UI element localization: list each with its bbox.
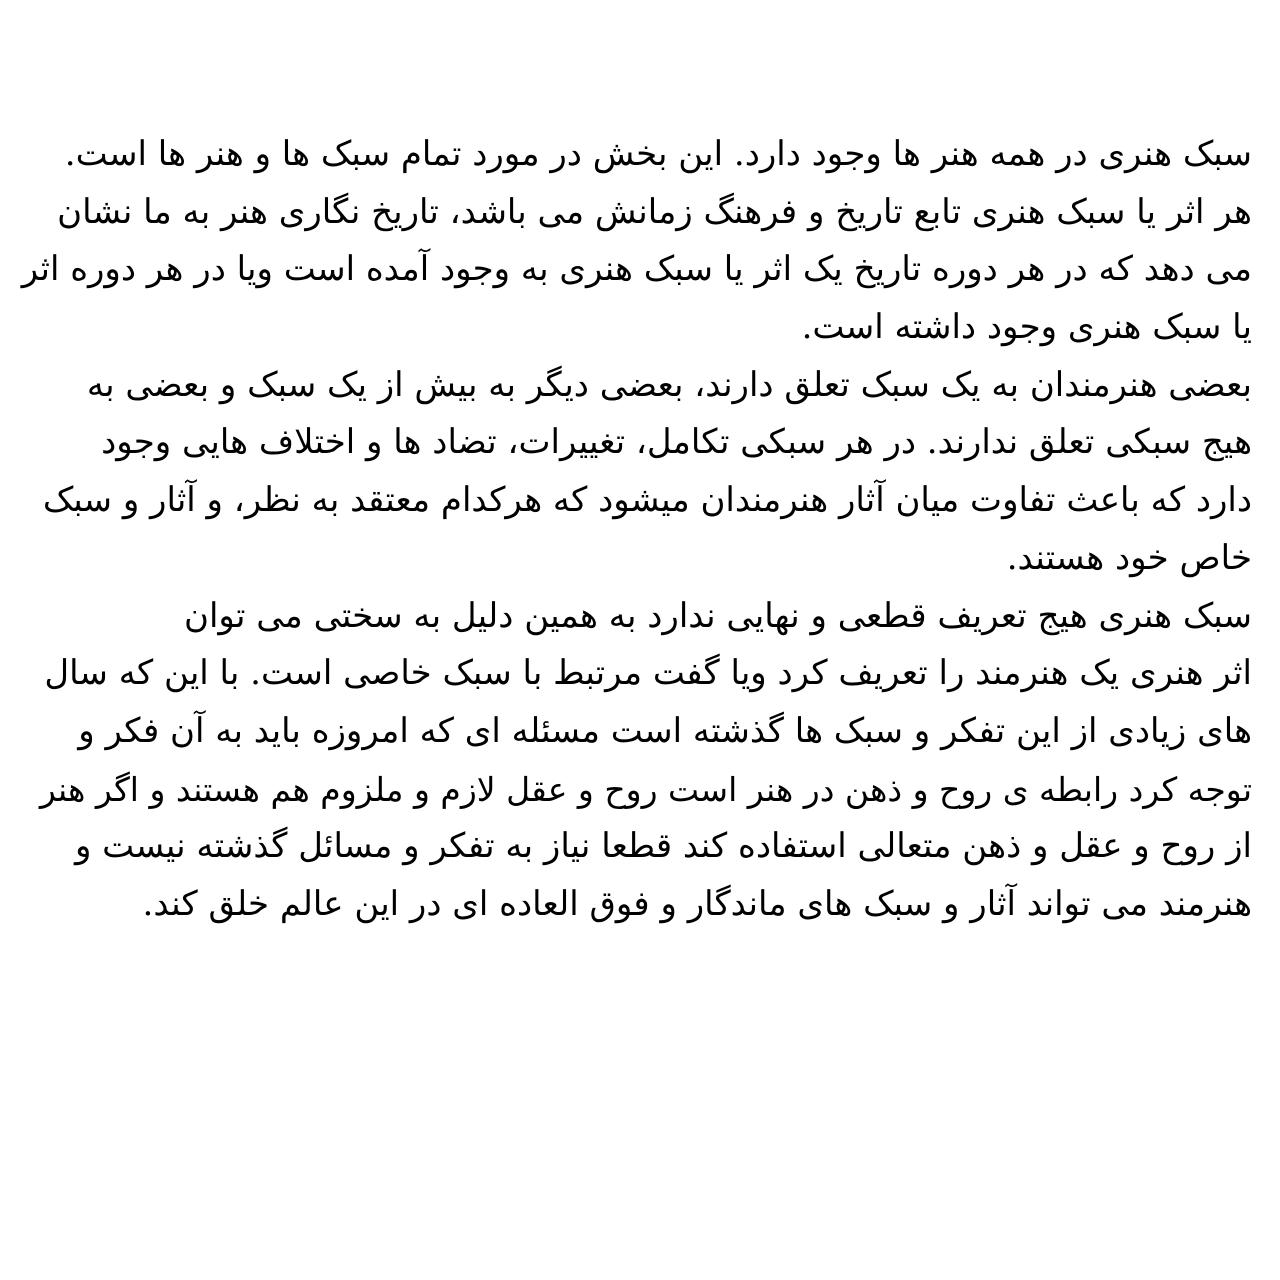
text-line: خاص خود هستند. bbox=[1006, 537, 1252, 578]
body-text bbox=[14, 126, 1252, 934]
text-line: توجه کرد رابطه ی روح و ذهن در هنر است روح و عقل لازم و ملزوم هم هستند و اگر هنر bbox=[39, 769, 1252, 809]
text-line: سبک هنری در همه هنر ها وجود دارد. این بخش در مورد تمام سبک ها و هنر ها است. bbox=[64, 134, 1252, 174]
text-line: می دهد که در هر دوره تاریخ یک اثر یا سبک هنری به وجود آمده است ویا در هر دوره اثر bbox=[21, 249, 1252, 290]
text-line: دارد که باعث تفاوت میان آثار هنرمندان میشود که هرکدام معتقد به نظر، و آثار و سبک bbox=[42, 480, 1252, 521]
text-line: های زیادی از این تفکر و سبک ها گذشته است مسئله ای که امروزه باید به آن فکر و bbox=[78, 710, 1252, 751]
text-line: هنرمند می تواند آثار و سبک های ماندگار و فوق العاده ای در این عالم خلق کند. bbox=[142, 883, 1252, 924]
text-line: یا سبک هنری وجود داشته است. bbox=[801, 307, 1252, 348]
text-line: سبک هنری هیج تعریف قطعی و نهایی ندارد به همین دلیل به سختی می توان bbox=[183, 595, 1252, 636]
text-line: هیج سبکی تعلق ندارند. در هر سبکی تکامل، تغییرات، تضاد ها و اختلاف هایی وجود bbox=[101, 422, 1252, 463]
text-line: اثر هنری یک هنرمند را تعریف کرد ویا گفت مرتبط با سبک خاصی است. با این که سال bbox=[44, 653, 1252, 694]
text-line: بعضی هنرمندان به یک سبک تعلق دارند، بعضی دیگر به بیش از یک سبک و بعضی به bbox=[86, 364, 1252, 405]
text-line: از روح و عقل و ذهن متعالی استفاده کند قطعا نیاز به تفکر و مسائل گذشته نیست و bbox=[74, 826, 1252, 867]
text-line: هر اثر یا سبک هنری تابع تاریخ و فرهنگ زمانش می باشد، تاریخ نگاری هنر به ما نشان bbox=[57, 191, 1252, 232]
